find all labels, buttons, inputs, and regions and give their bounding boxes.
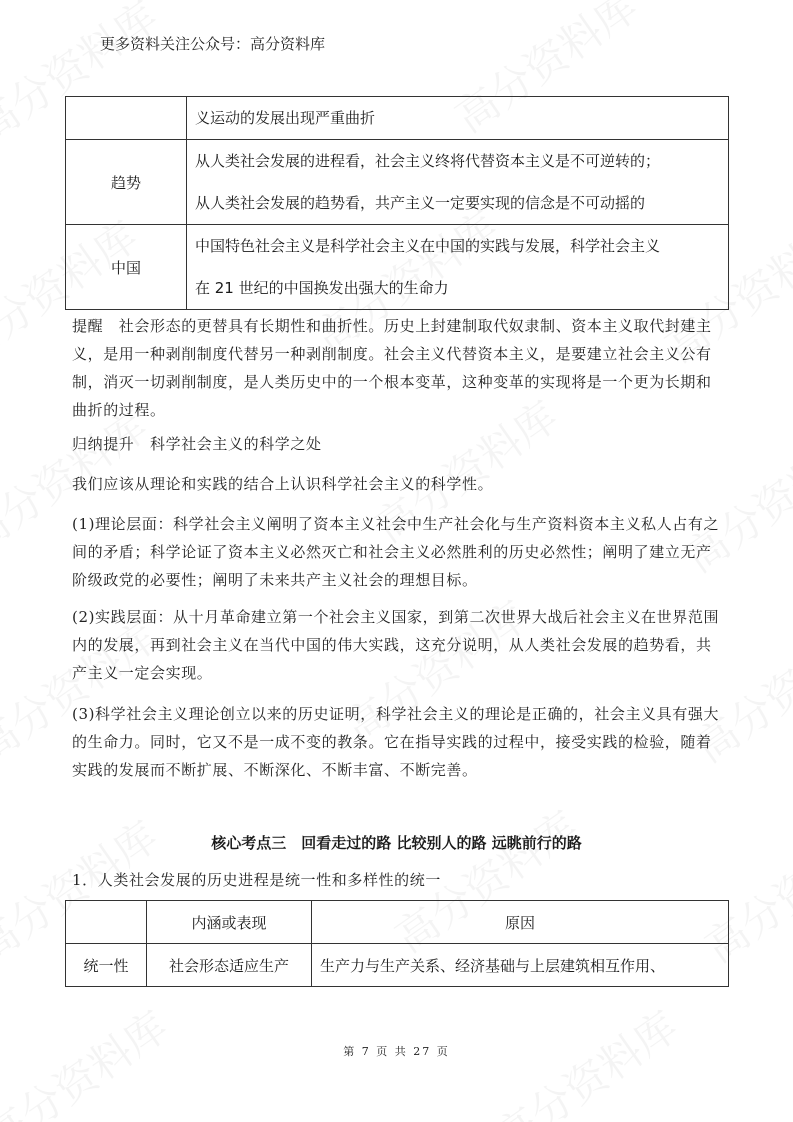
- page-number: 第 7 页 共 27 页: [343, 1045, 450, 1058]
- unity-diversity-table: [65, 900, 729, 987]
- cell-line: 从人类社会发展的趋势看，共产主义一定要实现的信念是不可动摇的: [195, 194, 646, 212]
- row-content: [187, 140, 729, 225]
- row-label: [66, 97, 187, 140]
- cell-line: 从人类社会发展的进程看，社会主义终将代替资本主义是不可逆转的；: [195, 152, 661, 170]
- table-row: [66, 140, 729, 225]
- table-cell: 统一性: [66, 944, 147, 987]
- table-row: [66, 97, 729, 140]
- table-cell: 社会形态适应生产: [147, 944, 312, 987]
- point-practice: (2)实践层面：从十月革命建立第一个社会主义国家，到第二次世界大战后社会主义在世界范围内的发展，再到社会主义在当代中国的伟大实践，这充分说明，从人类社会发展的趋势看，共产主义一定会实现。: [72, 608, 720, 682]
- section-title: 核心考点三 回看走过的路 比较别人的路 远眺前行的路: [211, 834, 582, 852]
- row-content: [187, 225, 729, 310]
- header-cell: 原因: [312, 901, 729, 944]
- row-label: 中国: [66, 225, 187, 310]
- header-cell: [66, 901, 147, 944]
- summary-intro: 我们应该从理论和实践的结合上认识科学社会主义的科学性。: [72, 475, 494, 493]
- table-row: [66, 225, 729, 310]
- point-history: (3)科学社会主义理论创立以来的历史证明，科学社会主义的理论是正确的，社会主义具有强大的生命力。同时，它又不是一成不变的教条。它在指导实践的过程中，接受实践的检验，随着实践的发展而不断扩展、不断深化、不断丰富、不断完善。: [72, 705, 720, 779]
- point-theory: (1)理论层面：科学社会主义阐明了资本主义社会中生产社会化与生产资料资本主义私人占有之间的矛盾；科学论证了资本主义必然灭亡和社会主义必然胜利的历史必然性；阐明了建立无产阶级政党的必要性；阐明了未来共产主义社会的理想目标。: [72, 515, 720, 589]
- row-label: 趋势: [66, 140, 187, 225]
- summary-title: 归纳提升 科学社会主义的科学之处: [72, 435, 322, 453]
- cell-line: 义运动的发展出现严重曲折: [195, 109, 376, 127]
- cell-line: 在 21 世纪的中国换发出强大的生命力: [195, 279, 449, 297]
- header-note: 更多资料关注公众号：高分资料库: [100, 35, 326, 53]
- table-cell: 生产力与生产关系、经济基础与上层建筑相互作用、: [312, 944, 729, 987]
- cell-line: 中国特色社会主义是科学社会主义在中国的实践与发展，科学社会主义: [195, 237, 661, 255]
- reminder-paragraph: 提醒 社会形态的更替具有长期性和曲折性。历史上封建制取代奴隶制、资本主义取代封建主义，是用一种剥削制度代替另一种剥削制度。社会主义代替资本主义，是要建立社会主义公有制，消灭一切剥削制度，是人类历史中的一个根本变革，这种变革的实现将是一个更为长期和曲折的过程。: [72, 317, 712, 419]
- header-cell: 内涵或表现: [147, 901, 312, 944]
- row-content: [187, 97, 729, 140]
- comparison-table-continued: [65, 96, 729, 310]
- subheading: 1．人类社会发展的历史进程是统一性和多样性的统一: [72, 871, 441, 889]
- table-row: [66, 944, 729, 987]
- table-header-row: [66, 901, 729, 944]
